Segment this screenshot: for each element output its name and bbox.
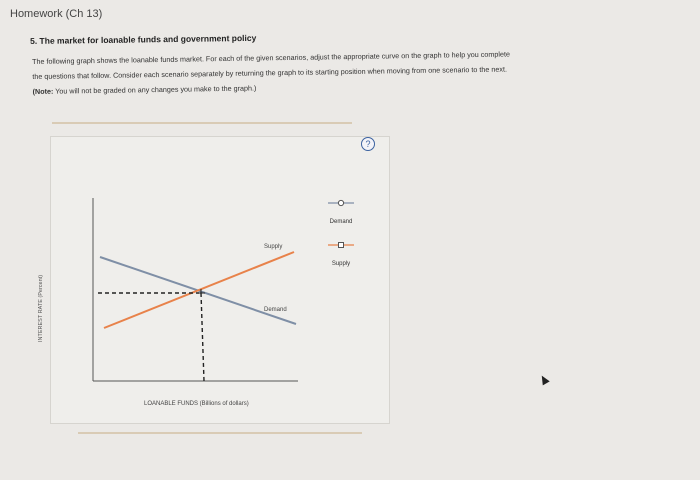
legend-demand-label: Demand: [329, 219, 353, 225]
instruction-line-2: the questions that follow. Consider each scenario separately by returning the graph to its starting position when moving from one scenario to the next.: [32, 64, 508, 81]
equilibrium-quantity-line: [201, 293, 204, 381]
note-text: You will not be graded on any changes you make to the graph.): [53, 83, 257, 96]
demand-curve-label: Demand: [264, 307, 287, 313]
question-title: 5. The market for loanable funds and government policy: [30, 32, 257, 46]
x-axis-label: LOANABLE FUNDS (Billions of dollars): [144, 401, 249, 407]
y-axis-label: INTEREST RATE (Percent): [38, 274, 44, 342]
note-bold-label: (Note:: [32, 86, 54, 96]
instruction-line-1: The following graph shows the loanable funds market. For each of the given scenarios, adjust the appropriate curve on the graph to help you complete: [32, 49, 510, 66]
page-header: Homework (Ch 13): [10, 8, 103, 20]
help-icon[interactable]: ?: [361, 137, 375, 151]
legend-supply[interactable]: [321, 238, 361, 267]
legend-supply-label: Supply: [331, 261, 351, 267]
bottom-divider: [78, 432, 362, 434]
supply-curve-label: Supply: [264, 244, 283, 250]
supply-curve[interactable]: [104, 252, 294, 328]
legend-demand[interactable]: [321, 196, 361, 225]
